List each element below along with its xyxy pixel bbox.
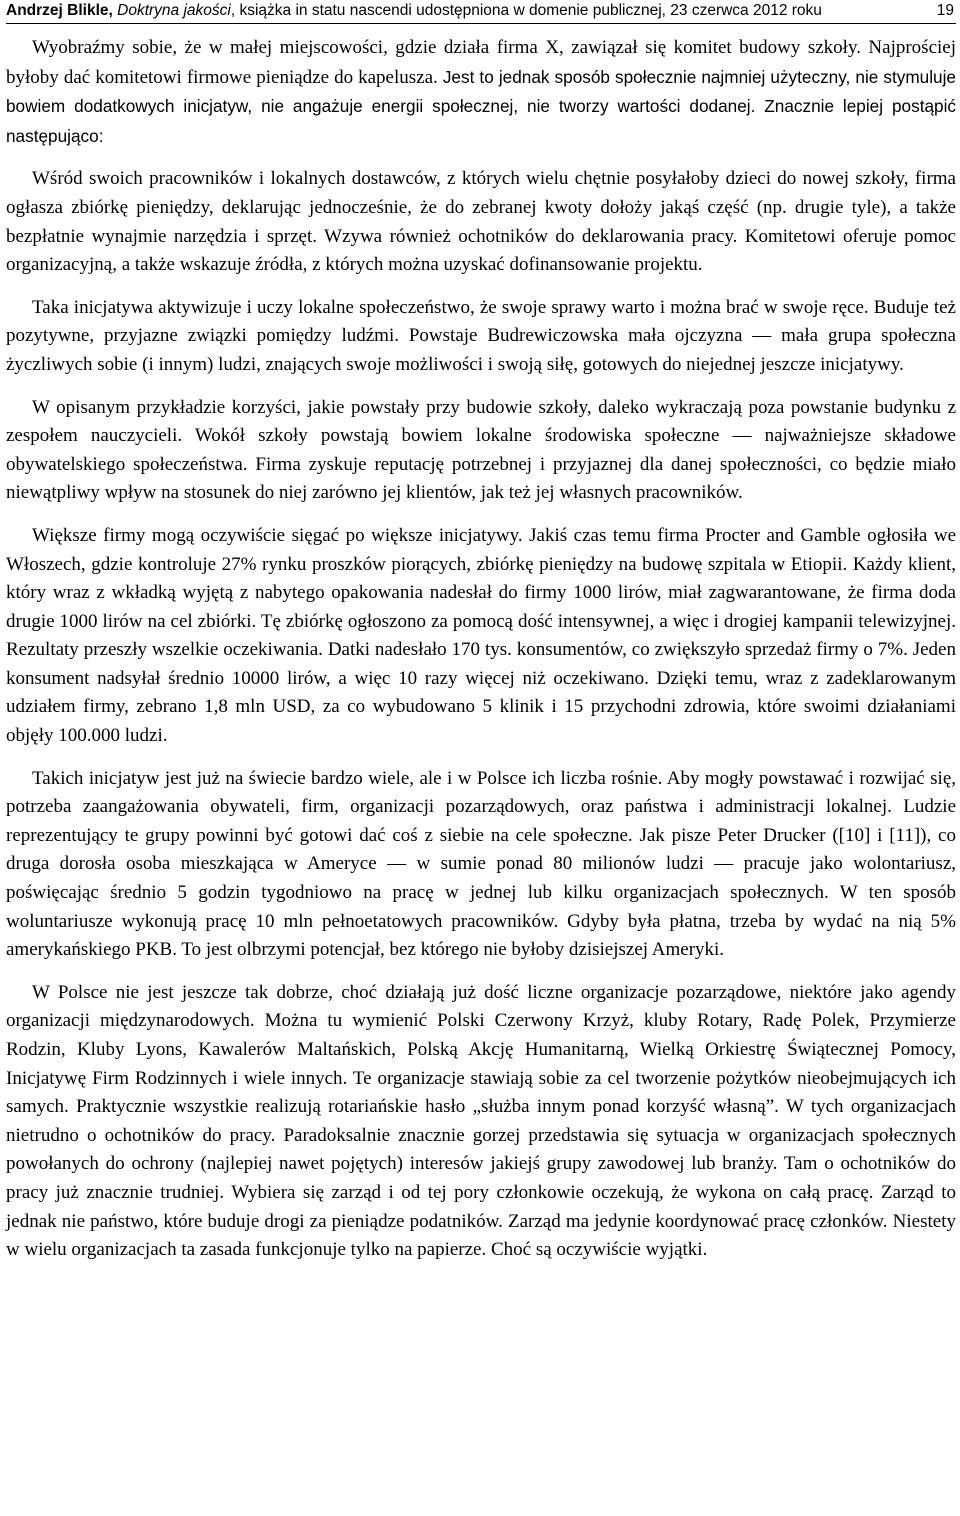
paragraph-2: Wśród swoich pracowników i lokalnych dostawców, z których wielu chętnie posyłałoby dzieci do nowej szkoły, firma ogłasza zbiórkę pieniędzy, deklarując jednocześnie, że do zebranej kwoty dołoży jakąś część (np. drugie tyle), a także bezpłatnie wynajmie narzędzia i sprzęt. Wzywa również ochotników do deklarowania pracy. Komitetowi oferuje pomoc organizacyjną, a także wskazuje źródła, z których można uzyskać dofinansowanie projektu. [6,168,956,276]
page-number: 19 [936,2,954,19]
paragraph-1-serif: Wyobraźmy sobie, że w małej miejscowości, gdzie działa firma X, zawiązał się komitet budowy szkoły. Najprościej byłoby dać komitetowi firmowe pieniądze do kapelusza. [6,37,956,88]
paragraph-4: W opisanym przykładzie korzyści, jakie powstały przy budowie szkoły, daleko wykraczają poza powstanie budynku z zespołem nauczycieli. Wokół szkoły powstają bowiem lokalne środowiska społeczne — najważniejsze składowe obywatelskiego społeczeństwa. Firma zyskuje reputację potrzebnej i przyjaznej dla danej społeczności, co będzie miało niewątpliwy wpływ na stosunek do niej zarówno jej klientów, jak też jej własnych pracowników. [6,396,956,504]
paragraph-1 [6,34,956,151]
paragraph-1-sans: Jest to jednak sposób społecznie najmniej użyteczny, nie stymuluje bowiem dodatkowych inicjatyw, nie angażuje energii społecznej, nie tworzy wartości dodanej. Znacznie lepiej postąpić następująco: [6,66,956,146]
paragraph-6: Takich inicjatyw jest już na świecie bardzo wiele, ale i w Polsce ich liczba rośnie. Aby mogły powstawać i rozwijać się, potrzeba zaangażowania obywateli, firm, organizacji pozarządowych, oraz państwa i administracji lokalnej. Ludzie reprezentujący te grupy powinni być gotowi dać coś z siebie na cele społeczne. Jak pisze Peter Drucker ([10] i [11]), co druga dorosła osoba mieszkająca w Ameryce — w sumie ponad 80 milionów ludzi — pracuje jako wolontariusz, poświęcając średnio 5 godzin tygodniowo na pracę w jednej lub kilku organizacjach społecznych. W ten sposób woluntariusze wykonują pracę 10 mln pełnoetatowych pracowników. Gdyby była płatna, trzeba by wydać na nią 5% amerykańskiego PKB. To jest olbrzymi potencjał, bez którego nie byłoby dzisiejszej Ameryki. [6,767,956,961]
document-body [6,34,956,1265]
paragraph-3: Taka inicjatywa aktywizuje i uczy lokalne społeczeństwo, że swoje sprawy warto i można brać w swoje ręce. Buduje też pozytywne, przyjazne związki pomiędzy ludźmi. Powstaje Budrewiczowska mała ojczyzna — mała grupa społeczna życzliwych sobie (i innym) ludzi, znających swoje możliwości i swoją siłę, gotowych do niejednej jeszcze inicjatywy. [6,296,956,375]
header-note: , książka in statu nascendi udostępniona w domenie publicznej, 23 czerwca 2012 roku [230,2,822,19]
paragraph-5: Większe firmy mogą oczywiście sięgać po większe inicjatywy. Jakiś czas temu firma Procter and Gamble ogłosiła we Włoszech, gdzie kontroluje 27% rynku proszków piorących, zbiórkę pieniędzy na budowę szpitala w Etiopii. Każdy klient, który wraz z wkładką wyjętą z nabytego opakowania nadesłał do firmy 1000 lirów, miał zagwarantowane, że firma doda drugie 1000 lirów na cel zbiórki. Tę zbiórkę ogłoszono za pomocą dość intensywnej, a więc i drogiej kampanii telewizyjnej. Rezultaty przeszły wszelkie oczekiwania. Datki nadesłało 170 tys. konsumentów, co zwiększyło sprzedaż firmy o 7%. Jeden konsument nadsyłał średnio 10000 lirów, a więc 10 razy więcej niż oczekiwano. Dzięki temu, wraz z zadeklarowanym udziałem firmy, zebrano 1,8 mln USD, za co wybudowano 5 klinik i 15 przychodni zdrowia, które swoimi działaniami objęły 100.000 ludzi. [6,524,956,747]
running-header [6,0,956,24]
paragraph-7: W Polsce nie jest jeszcze tak dobrze, choć działają już dość liczne organizacje pozarządowe, niektóre jako agendy organizacji międzynarodowych. Można tu wymienić Polski Czerwony Krzyż, kluby Rotary, Radę Polek, Przymierze Rodzin, Kluby Lyons, Kawalerów Maltańskich, Polską Akcję Humanitarną, Wielką Orkiestrę Świątecznej Pomocy, Inicjatywę Firm Rodzinnych i wiele innych. Te organizacje stawiają sobie za cel tworzenie pożytków nieobejmujących ich samych. Praktycznie wszystkie realizują rotariańskie hasło „służba innym ponad korzyść własną”. W tych organizacjach nietrudno o ochotników do pracy. Paradoksalnie znacznie gorzej przedstawia się sytuacja w organizacjach społecznych powołanych do ochrony (najlepiej nawet pojętych) interesów jakiejś grupy zawodowej lub branży. Tam o ochotników do pracy już znacznie trudniej. Wybiera się zarząd i od tej pory członkowie oczekują, że wykona on całą pracę. Zarząd to jednak nie państwo, które buduje drogi za pieniądze podatników. Zarząd ma jedynie koordynować pracę członków. Niestety w wielu organizacjach ta zasada funkcjonuje tylko na papierze. Choć są oczywiście wyjątki. [6,981,956,1261]
header-book-title: Doktryna jakości [117,2,231,19]
header-citation [6,1,822,21]
header-author: Andrzej Blikle, [6,2,113,19]
